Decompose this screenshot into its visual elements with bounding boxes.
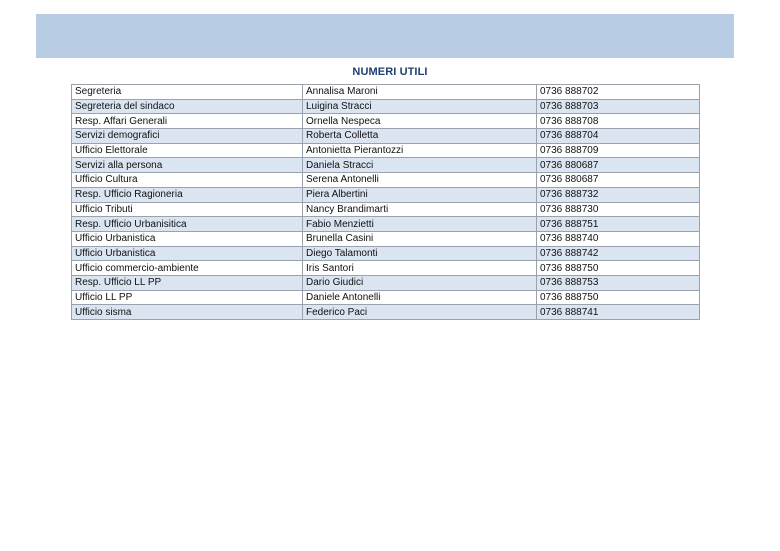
name-cell: Diego Talamonti — [303, 246, 537, 261]
phone-cell: 0736 880687 — [537, 173, 700, 188]
table-row — [72, 187, 700, 202]
table-row — [72, 129, 700, 144]
office-cell: Ufficio Cultura — [72, 173, 303, 188]
page-title: NUMERI UTILI — [352, 66, 428, 78]
phone-cell: 0736 880687 — [537, 158, 700, 173]
office-cell: Resp. Ufficio Ragioneria — [72, 187, 303, 202]
name-cell: Antonietta Pierantozzi — [303, 143, 537, 158]
table-row — [72, 85, 700, 100]
contacts-table — [71, 84, 700, 320]
table-row — [72, 261, 700, 276]
name-cell: Luigina Stracci — [303, 99, 537, 114]
office-cell: Ufficio LL PP — [72, 290, 303, 305]
phone-cell: 0736 888742 — [537, 246, 700, 261]
name-cell: Serena Antonelli — [303, 173, 537, 188]
phone-cell: 0736 888730 — [537, 202, 700, 217]
table-row — [72, 99, 700, 114]
name-cell: Brunella Casini — [303, 231, 537, 246]
phone-cell: 0736 888740 — [537, 231, 700, 246]
phone-cell: 0736 888750 — [537, 261, 700, 276]
phone-cell: 0736 888741 — [537, 305, 700, 320]
office-cell: Ufficio Elettorale — [72, 143, 303, 158]
name-cell: Roberta Colletta — [303, 129, 537, 144]
name-cell: Iris Santori — [303, 261, 537, 276]
table-row — [72, 305, 700, 320]
table-row — [72, 290, 700, 305]
phone-cell: 0736 888753 — [537, 275, 700, 290]
office-cell: Servizi demografici — [72, 129, 303, 144]
name-cell: Dario Giudici — [303, 275, 537, 290]
office-cell: Segreteria del sindaco — [72, 99, 303, 114]
header-band — [36, 14, 734, 58]
phone-cell: 0736 888702 — [537, 85, 700, 100]
phone-cell: 0736 888709 — [537, 143, 700, 158]
table-row — [72, 217, 700, 232]
phone-cell: 0736 888708 — [537, 114, 700, 129]
office-cell: Ufficio Urbanistica — [72, 246, 303, 261]
phone-cell: 0736 888703 — [537, 99, 700, 114]
name-cell: Daniele Antonelli — [303, 290, 537, 305]
name-cell: Piera Albertini — [303, 187, 537, 202]
table-row — [72, 173, 700, 188]
phone-cell: 0736 888704 — [537, 129, 700, 144]
name-cell: Fabio Menzietti — [303, 217, 537, 232]
table-row — [72, 202, 700, 217]
office-cell: Ufficio commercio-ambiente — [72, 261, 303, 276]
name-cell: Nancy Brandimarti — [303, 202, 537, 217]
table-row — [72, 246, 700, 261]
office-cell: Ufficio Tributi — [72, 202, 303, 217]
table-row — [72, 114, 700, 129]
office-cell: Servizi alla persona — [72, 158, 303, 173]
table-row — [72, 143, 700, 158]
table-row — [72, 275, 700, 290]
office-cell: Resp. Ufficio LL PP — [72, 275, 303, 290]
office-cell: Resp. Ufficio Urbanisitica — [72, 217, 303, 232]
name-cell: Federico Paci — [303, 305, 537, 320]
table-row — [72, 231, 700, 246]
phone-cell: 0736 888732 — [537, 187, 700, 202]
contacts-table-body — [72, 85, 700, 320]
table-row — [72, 158, 700, 173]
office-cell: Ufficio Urbanistica — [72, 231, 303, 246]
office-cell: Segreteria — [72, 85, 303, 100]
office-cell: Ufficio sisma — [72, 305, 303, 320]
name-cell: Ornella Nespeca — [303, 114, 537, 129]
phone-cell: 0736 888750 — [537, 290, 700, 305]
office-cell: Resp. Affari Generali — [72, 114, 303, 129]
name-cell: Annalisa Maroni — [303, 85, 537, 100]
phone-cell: 0736 888751 — [537, 217, 700, 232]
name-cell: Daniela Stracci — [303, 158, 537, 173]
